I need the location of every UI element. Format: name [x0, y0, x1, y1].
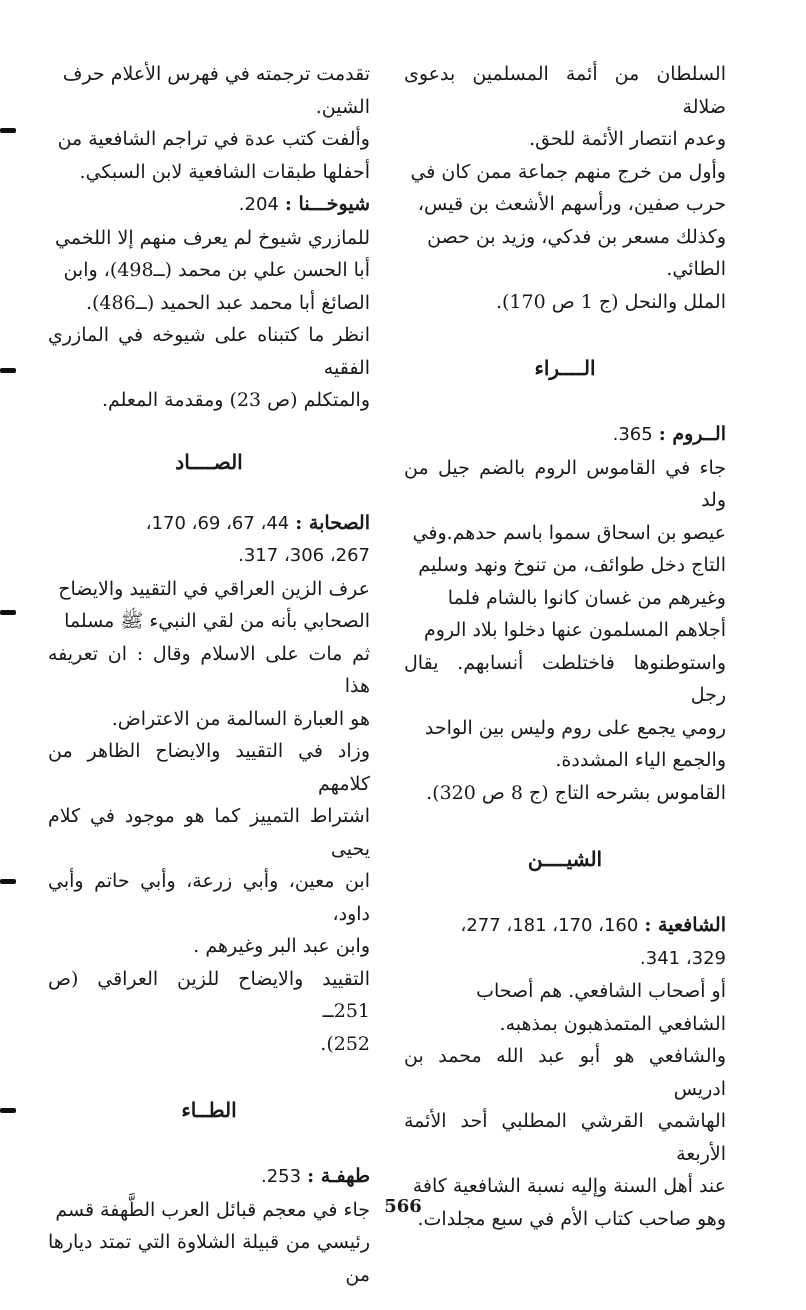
section-heading-shin	[404, 809, 726, 909]
page-number: 566	[384, 1196, 422, 1217]
text-line: حرب صفين، ورأسهم الأشعث بن قيس،	[417, 193, 726, 215]
text-line: جاء في القاموس الروم بالضم جيل من ولد	[404, 456, 726, 511]
entry-page-refs: 365.	[612, 424, 653, 445]
section-heading-text: الصــــاد	[175, 449, 243, 474]
scan-edge-mark	[0, 1108, 16, 1113]
text-line: والجمع الياء المشددة.	[555, 749, 726, 771]
text-line: وهو صاحب كتاب الأم في سبع مجلدات.	[417, 1207, 726, 1230]
text-line: الشين.	[315, 95, 370, 118]
text-line: الشافعي المتمذهبون بمذهبه.	[499, 1012, 726, 1035]
text-line: الطائي.	[666, 258, 726, 280]
text-line: الصحابي بأنه من لقي النبيء ﷺ مسلما	[64, 610, 370, 632]
text-line: التاج دخل طوائف، من تنوخ ونهد وسليم	[418, 554, 726, 576]
scan-edge-mark	[0, 368, 16, 373]
section-heading-ta	[48, 1060, 370, 1160]
text-line: السلطان من أئمة المسلمين بدعوى ضلالة	[404, 63, 726, 118]
section-heading-ra	[404, 318, 726, 418]
text-line: رومي يجمع على روم وليس بين الواحد	[424, 716, 726, 739]
entry-term: الصحابة :	[295, 511, 370, 534]
source-citation: الملل والنحل (ج 1 ص 170).	[495, 290, 726, 313]
entry-page-refs: 267، 306، 317.	[238, 545, 370, 566]
left-column	[48, 58, 370, 1291]
text-line: وأول من خرج منهم جماعة ممن كان في	[410, 160, 726, 183]
text-line: تقدمت ترجمته في فهرس الأعلام حرف	[62, 63, 370, 85]
entry-page-refs: 204.	[238, 194, 279, 215]
text-line: وزاد في التقييد والايضاح الظاهر من كلامهم	[48, 740, 370, 795]
entry-heading-shuyukh	[48, 188, 370, 222]
text-line: اشتراط التمييز كما هو موجود في كلام يحيى	[48, 805, 370, 860]
entry-page-refs: 44، 67، 69، 170،	[145, 512, 290, 534]
text-line: أجلاهم المسلمون عنها دخلوا بلاد الروم	[423, 619, 726, 641]
source-citation: القاموس بشرحه التاج (ج 8 ص 320).	[426, 781, 726, 804]
text-line: وعدم انتصار الأئمة للحق.	[529, 128, 726, 150]
text-line: أحفلها طبقات الشافعية لابن السبكي.	[79, 160, 370, 183]
text-line: الصائغ أبا محمد عبد الحميد (ــ486).	[85, 291, 370, 314]
text-line: ثم مات على الاسلام وقال : ان تعريفه هذا	[48, 642, 370, 697]
entry-term: شيوخـــنا :	[284, 193, 370, 215]
text-line: وألفت كتب عدة في تراجم الشافعية من	[57, 128, 370, 150]
text-line: للمازري شيوخ لم يعرف منهم إلا اللخمي	[55, 226, 370, 249]
text-line: هو العبارة السالمة من الاعتراض.	[111, 707, 370, 730]
entry-page-refs: 160، 170، 181، 277،	[460, 915, 639, 936]
source-citation: التقييد والايضاح للزين العراقي (ص 251ــ	[48, 967, 370, 1022]
entry-term: الشافعية :	[644, 914, 726, 936]
source-citation: 252).	[320, 1032, 370, 1055]
section-heading-text: الشيــــن	[527, 847, 603, 871]
text-line: وابن عبد البر وغيرهم .	[193, 935, 370, 957]
entry-page-refs: 329، 341.	[640, 947, 726, 969]
section-heading-text: الطــاء	[181, 1098, 237, 1122]
entry-heading-sahaba	[48, 507, 370, 541]
text-line: والشافعي هو أبو عبد الله محمد بن ادريس	[404, 1045, 726, 1100]
text-line: وغيرهم من غسان كانوا بالشام فلما	[447, 586, 726, 609]
text-line: والمتكلم (ص 23) ومقدمة المعلم.	[101, 389, 370, 411]
text-line: واستوطنوها فاختلطت أنسابهم. يقال رجل	[404, 651, 726, 706]
text-line: عرف الزين العراقي في التقييد والايضاح	[58, 577, 370, 600]
entry-page-refs: 253.	[260, 1166, 302, 1187]
entry-heading-shafiiya	[404, 909, 726, 943]
entry-heading-rum	[404, 418, 726, 452]
entry-heading-tahfa	[48, 1160, 370, 1194]
scan-edge-mark	[0, 610, 16, 615]
text-line: عيصو بن اسحاق سموا باسم حدهم.وفي	[412, 521, 726, 544]
scan-edge-mark	[0, 128, 16, 133]
text-line: عند أهل السنة وإليه نسبة الشافعية كافة	[412, 1175, 726, 1197]
text-line: الهاشمي القرشي المطلبي أحد الأئمة الأربعة	[404, 1110, 726, 1165]
text-line: أو أصحاب الشافعي. هم أصحاب	[476, 980, 726, 1002]
entry-term: الــروم :	[658, 423, 726, 445]
text-line: أبا الحسن علي بن محمد (ــ498)، وابن	[63, 259, 370, 281]
text-line: رئيسي من قبيلة الشلاوة التي تمتد ديارها من	[48, 1231, 370, 1286]
text-line: وكذلك مسعر بن فدكي، وزيد بن حصن	[427, 225, 726, 248]
section-heading-sad	[48, 417, 370, 507]
right-column	[404, 58, 726, 1235]
text-line: انظر ما كتبناه على شيوخه في المازري الفقيه	[48, 324, 370, 379]
text-line: جاء في معجم قبائل العرب الطَّهفة قسم	[55, 1198, 370, 1221]
section-heading-text: الــــراء	[534, 356, 596, 380]
text-line: ابن معين، وأبي زرعة، وأبي حاتم وأبي داود،	[48, 870, 370, 925]
entry-term: طهفـة :	[307, 1165, 370, 1187]
scan-edge-mark	[0, 879, 16, 884]
